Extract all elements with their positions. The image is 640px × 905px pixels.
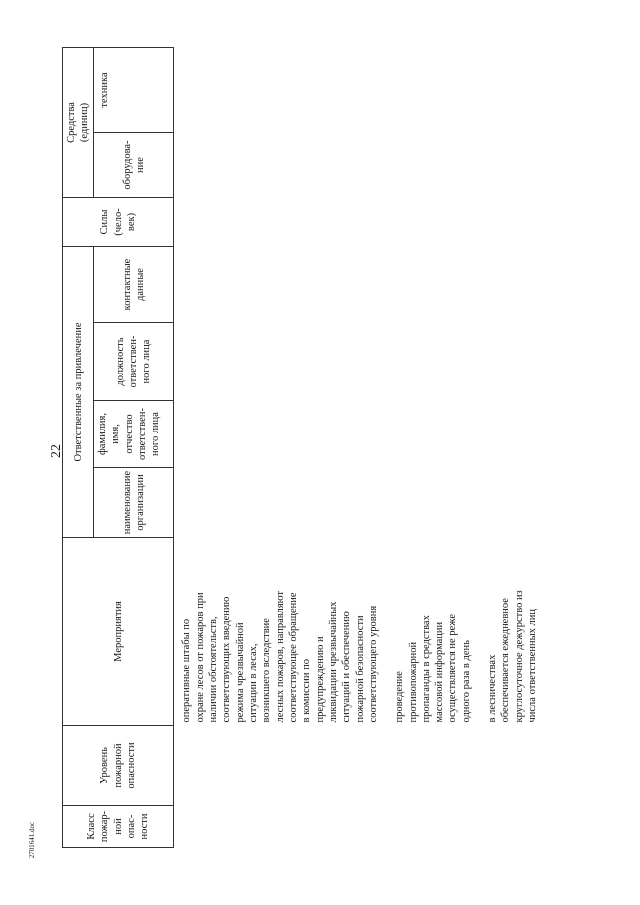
header-machinery: техника <box>94 47 174 132</box>
header-org-name: наименование организации <box>94 468 174 538</box>
header-fire-class: Класс пожар- ной опас- ности <box>63 806 174 848</box>
cell-position <box>174 323 546 401</box>
header-person-name: фамилия, имя, отчество ответствен- ного лица <box>94 401 174 468</box>
header-means-group: Средства (единиц) <box>63 47 94 197</box>
cell-contacts <box>174 247 546 323</box>
page-number: 22 <box>49 444 64 458</box>
header-position: должность ответствен- ного лица <box>94 323 174 401</box>
cell-forces <box>174 198 546 247</box>
measure-item: в лесничествах обеспечивается ежедневное круглосуточное дежурство из числа ответственных лиц <box>487 590 539 723</box>
header-equipment: оборудова- ние <box>94 133 174 198</box>
header-responsible-group: Ответственные за привлечение <box>63 247 94 538</box>
cell-person-name <box>174 401 546 468</box>
header-danger-level: Уровень пожарной опасности <box>63 726 174 806</box>
document-id: 2701641.doc <box>28 821 36 859</box>
rotated-table-container <box>62 48 539 848</box>
header-contacts: контактные данные <box>94 247 174 323</box>
cell-measures <box>174 538 546 726</box>
measure-item: оперативные штабы по охране лесов от пожаров при наличии обстоятельств, соответствующих введению режима чрезвычайной ситуации в лесах, возникшего вследствие лесных пожаров, направляют соответствующее обращение в комиссии по предупреждению и ликвидации чрезвычайных ситуаций и обеспечению пожарной безопасности соответствующего уровня <box>181 591 379 723</box>
measure-item: проведение противопожарной пропаганды в средствах массовой информации осуществляется не реже одного раза в день <box>394 613 472 723</box>
cell-equipment <box>174 133 546 198</box>
header-measures: Мероприятия <box>63 538 174 726</box>
cell-danger-level <box>174 726 546 806</box>
header-forces: Силы (чело- век) <box>63 198 174 247</box>
fire-plan-table <box>62 47 545 848</box>
table-row <box>174 47 546 847</box>
cell-fire-class <box>174 806 546 848</box>
cell-machinery <box>174 47 546 132</box>
cell-org-name <box>174 468 546 538</box>
